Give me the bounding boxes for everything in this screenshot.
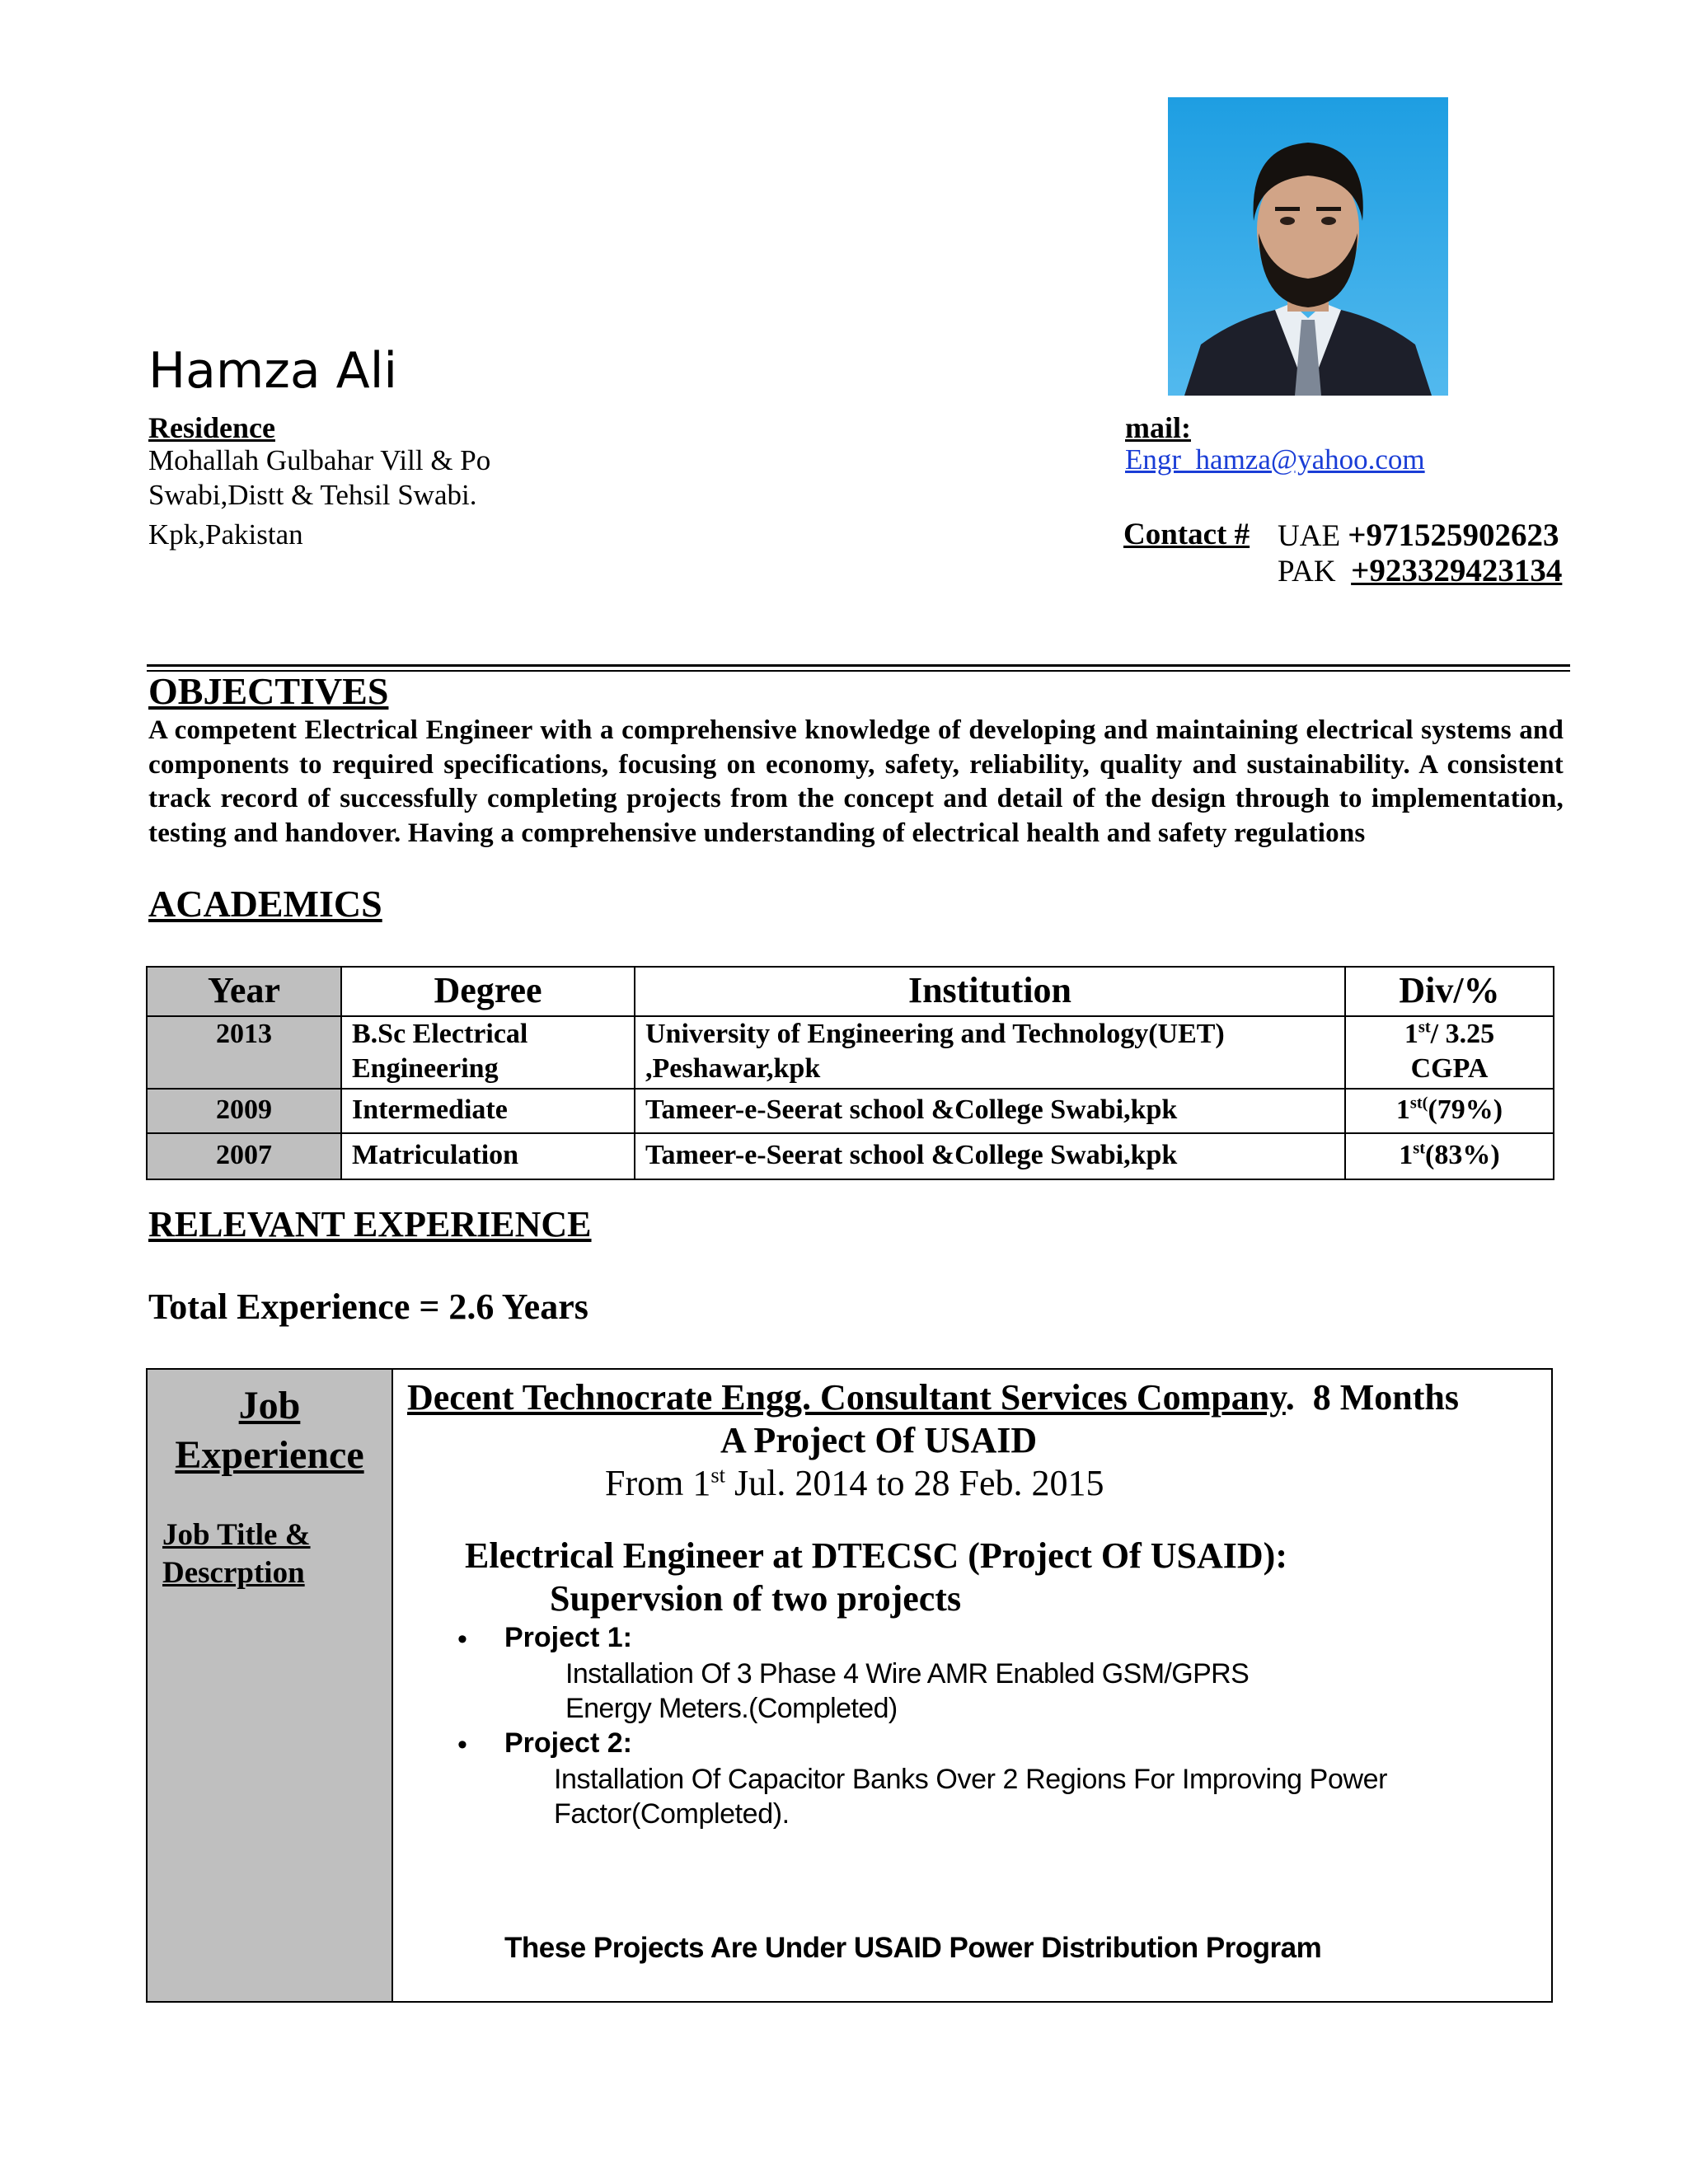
bullet-icon: •: [457, 1729, 467, 1760]
profile-photo: [1168, 97, 1448, 396]
academics-table: [146, 966, 1554, 1180]
job-experience-label-line-2: Experience: [175, 1433, 364, 1477]
cell-division: [1345, 1016, 1554, 1089]
header-year: Year: [147, 967, 341, 1016]
pak-label: PAK: [1278, 555, 1336, 588]
employment-dates: From 1st Jul. 2014 to 28 Feb. 2015: [605, 1462, 1104, 1503]
program-note: These Projects Are Under USAID Power Distribution Program: [504, 1932, 1322, 1964]
experience-box: [146, 1368, 1553, 2003]
supervision-heading: Supervsion of two projects: [550, 1578, 962, 1619]
uae-phone: +971525902623: [1348, 518, 1559, 553]
objectives-text: A competent Electrical Engineer with a comprehensive knowledge of developing and maintaining electrical systems and components to required specifications, focusing on economy, safety, reliability, quality and sustainability. A consistent track record of successfully completing projects from the concept and detail of the design through to implementation, testing and handover. Having a comprehensive understanding of electrical health and safety regulations: [148, 715, 1564, 848]
cell-degree: [341, 1016, 635, 1089]
cell-institution: Tameer-e-Seerat school &College Swabi,kpk: [635, 1089, 1345, 1133]
division-line-2: CGPA: [1410, 1053, 1489, 1084]
project-1-label: Project 1:: [504, 1622, 632, 1653]
residence-label: Residence: [148, 411, 275, 444]
uae-phone-row: [1278, 517, 1559, 554]
residence-line-2: Swabi,Distt & Tehsil Swabi.: [148, 479, 477, 511]
company-row: [407, 1376, 1459, 1418]
table-header-row: [147, 967, 1554, 1016]
job-title-label: [162, 1516, 385, 1592]
role-title: Electrical Engineer at DTECSC (Project Of USAID):: [465, 1535, 1287, 1576]
degree-line-2: Engineering: [352, 1053, 499, 1084]
cell-division: $1^{st(}(79\%)$: [1345, 1089, 1554, 1133]
mail-label: mail:: [1125, 411, 1191, 444]
residence-line-1: Mohallah Gulbahar Vill & Po: [148, 444, 491, 476]
cell-year: 2009: [147, 1089, 341, 1133]
profile-photo-image: [1168, 97, 1448, 396]
job-title-label-line-1: Job Title &: [162, 1518, 311, 1552]
cell-institution: [635, 1016, 1345, 1089]
institution-line-1: University of Engineering and Technology(UET): [645, 1019, 1225, 1049]
table-row: [147, 1089, 1554, 1133]
table-row: [147, 1016, 1554, 1089]
project-2-line-1: Installation Of Capacitor Banks Over 2 Regions For Improving Power: [554, 1764, 1388, 1795]
header-institution: Institution: [635, 967, 1345, 1016]
email-link[interactable]: Engr_hamza@yahoo.com: [1125, 443, 1425, 476]
company-name: Decent Technocrate Engg. Consultant Services Company: [407, 1377, 1286, 1418]
cell-institution: Tameer-e-Seerat school &College Swabi,kpk: [635, 1133, 1345, 1179]
candidate-name: Hamza Ali: [148, 342, 398, 400]
project-1-line-1: Installation Of 3 Phase 4 Wire AMR Enabled GSM/GPRS: [565, 1658, 1250, 1690]
pak-phone: +923329423134: [1351, 553, 1563, 588]
uae-label: UAE: [1278, 519, 1341, 553]
job-experience-label-line-1: Job: [238, 1384, 301, 1427]
project-2-line-2: Factor(Completed).: [554, 1798, 790, 1830]
contact-label: Contact #: [1123, 518, 1250, 551]
experience-sidebar: [148, 1370, 393, 2001]
project-2-label: Project 2:: [504, 1727, 632, 1759]
cell-degree: Matriculation: [341, 1133, 635, 1179]
cell-year: 2007: [147, 1133, 341, 1179]
header-degree: Degree: [341, 967, 635, 1016]
academics-title: ACADEMICS: [148, 883, 382, 925]
experience-title: RELEVANT EXPERIENCE: [148, 1204, 592, 1244]
division-line-1: 1st/ 3.25: [1404, 1018, 1495, 1049]
pak-phone-row: [1278, 552, 1562, 589]
job-experience-label: [148, 1381, 392, 1480]
cell-degree: Intermediate: [341, 1089, 635, 1133]
job-title-label-line-2: Descrption: [162, 1556, 305, 1590]
cell-year: 2013: [147, 1016, 341, 1089]
project-sponsor: A Project Of USAID: [720, 1420, 1038, 1460]
degree-line-1: B.Sc Electrical: [352, 1019, 528, 1049]
residence-line-3: Kpk,Pakistan: [148, 518, 303, 551]
table-row: [147, 1133, 1554, 1179]
header-division: Div/%: [1345, 967, 1554, 1016]
institution-line-2: ,Peshawar,kpk: [645, 1053, 821, 1084]
total-experience: Total Experience = 2.6 Years: [148, 1286, 588, 1327]
company-duration: . 8 Months: [1285, 1377, 1460, 1418]
project-1-line-2: Energy Meters.(Completed): [565, 1693, 898, 1724]
objectives-title: OBJECTIVES: [148, 670, 389, 712]
header-divider: [147, 664, 1570, 667]
cell-division: 1st(83%): [1345, 1133, 1554, 1179]
bullet-icon: •: [457, 1624, 467, 1655]
